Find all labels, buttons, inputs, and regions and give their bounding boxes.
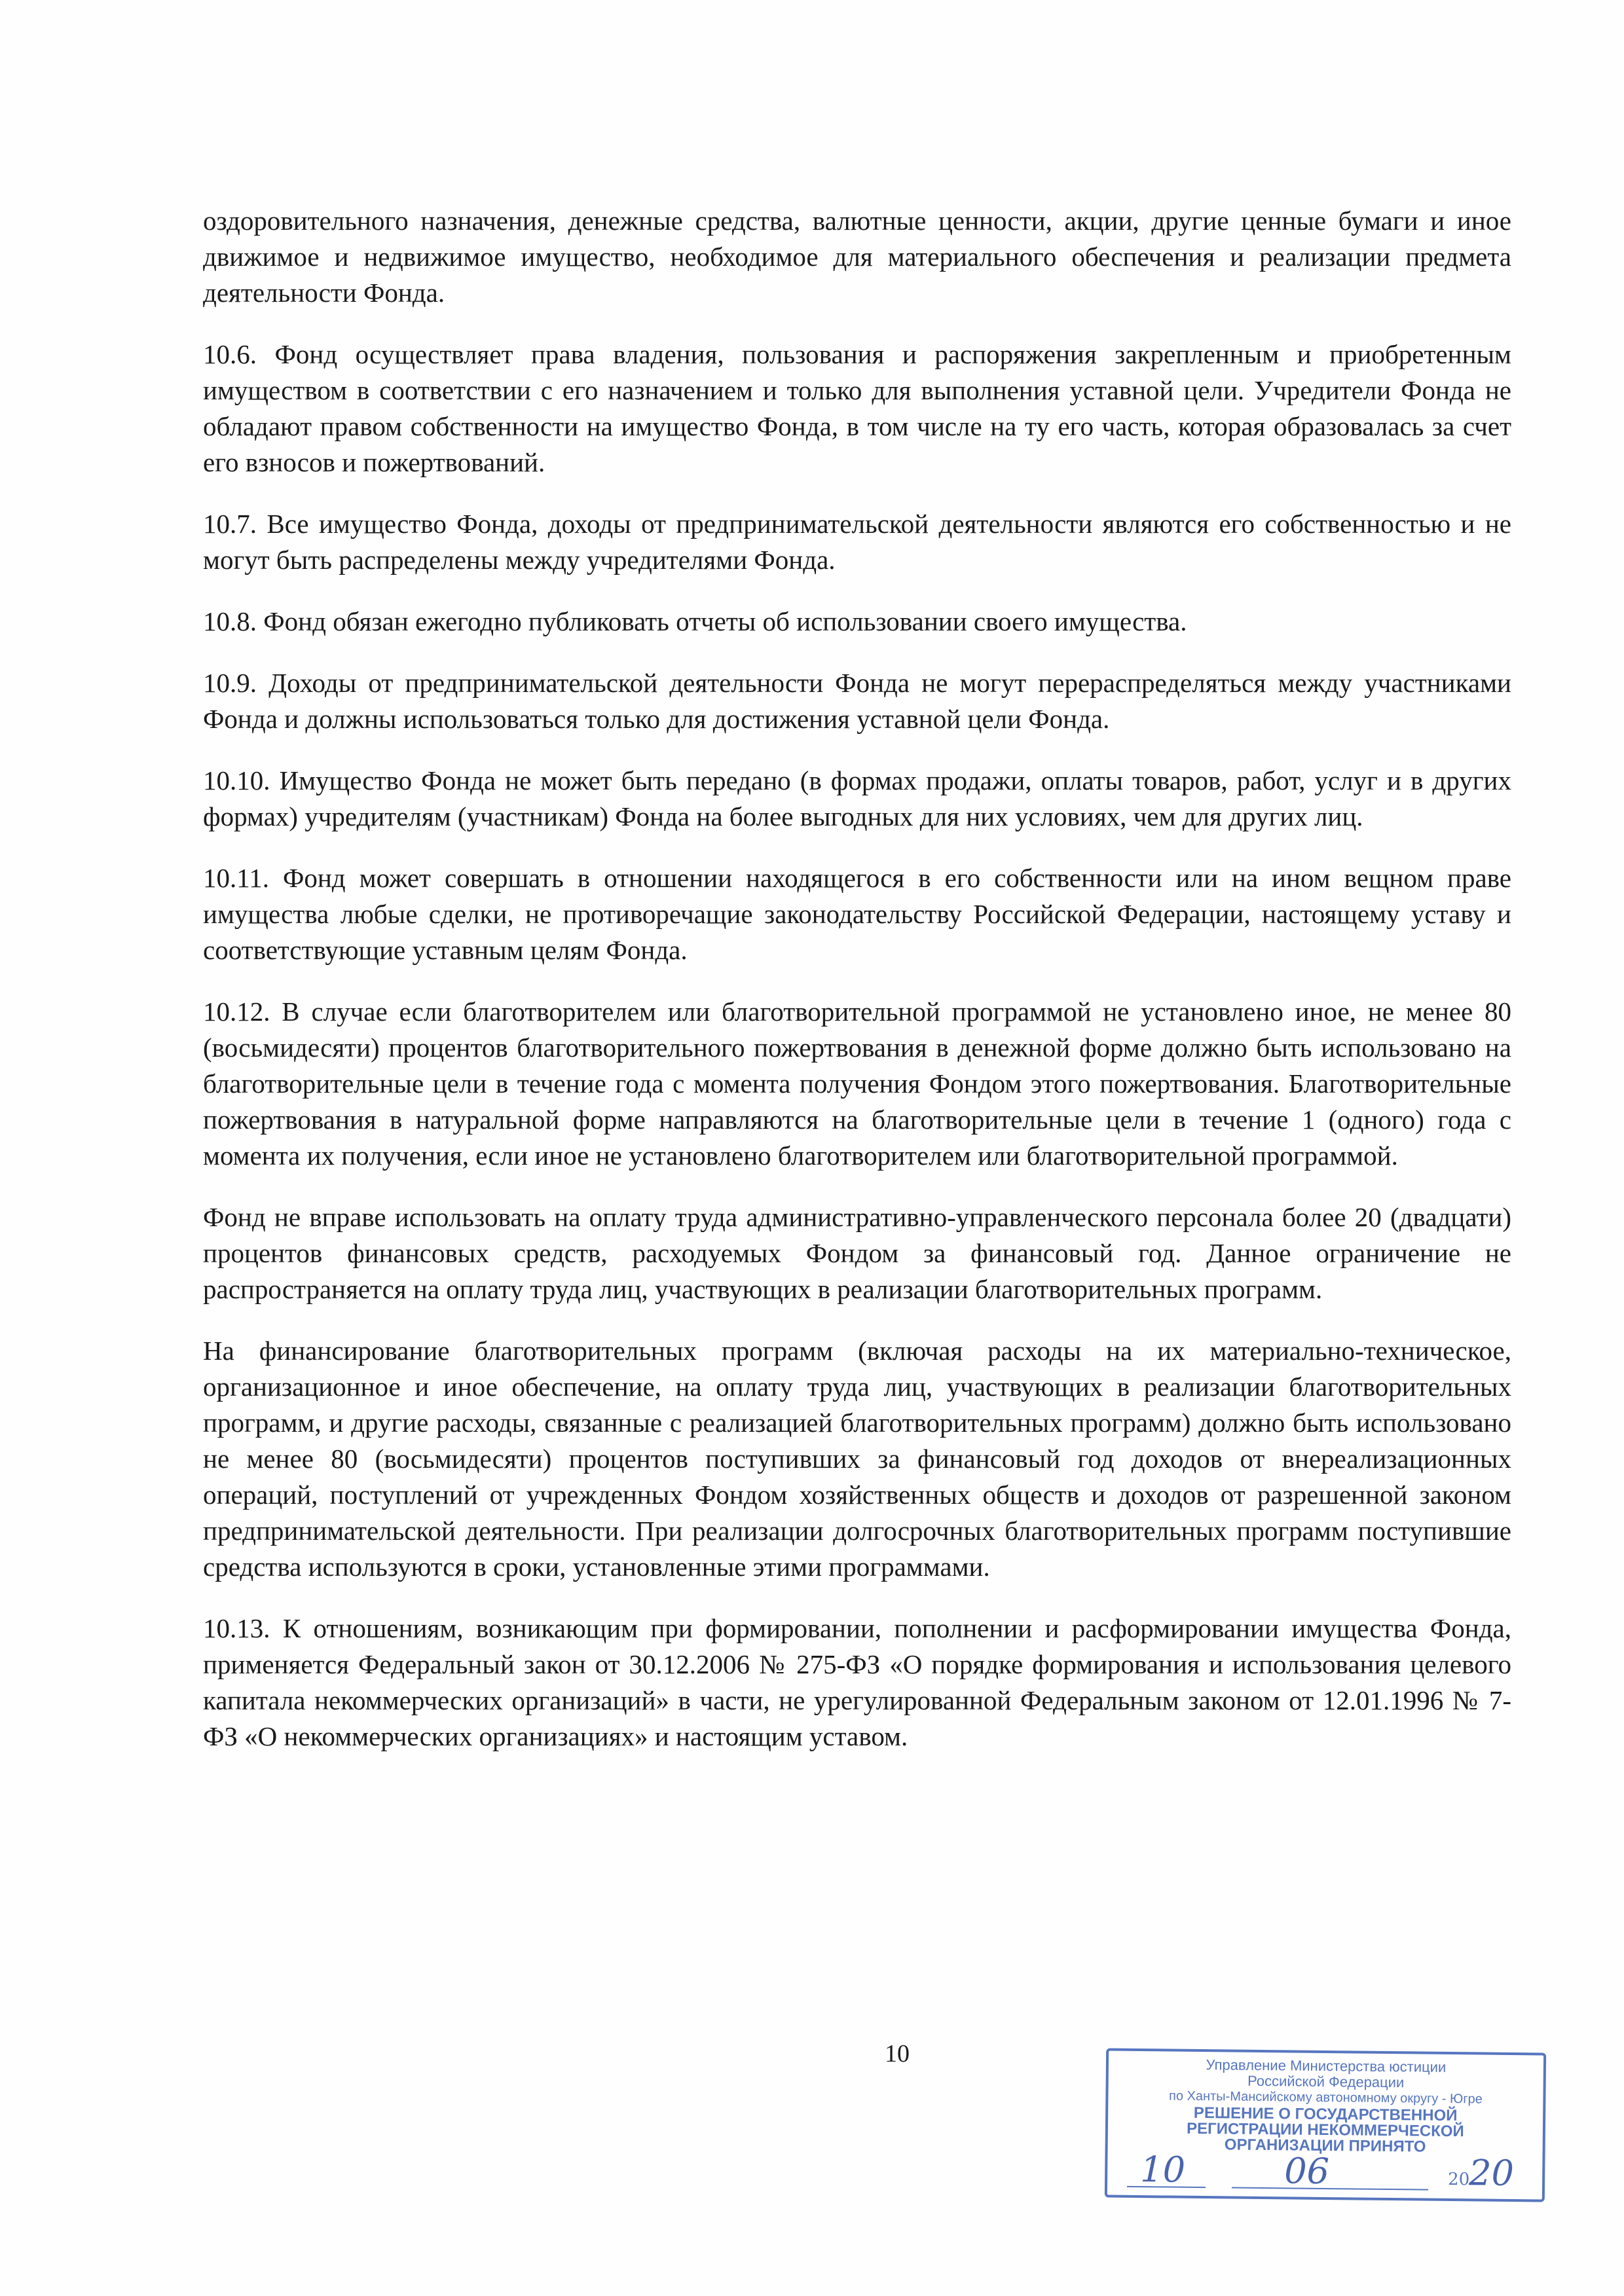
stamp-date bbox=[1120, 2149, 1534, 2198]
paragraph-admin-salary-limit: Фонд не вправе использовать на оплату труда административно-управленческого персонала более 20 (двадцати) процентов финансовых средств, расходуемых Фондом за финансовый год. Данное ограничение не распространяется на оплату труда лиц, участвующих в реализации благотворительных программ. bbox=[203, 1202, 1511, 1304]
paragraph-10-9: 10.9. Доходы от предпринимательской деятельности Фонда не могут перераспределяться между участниками Фонда и должны использоваться только для достижения уставной цели Фонда. bbox=[203, 668, 1511, 734]
document-body bbox=[203, 203, 1511, 1780]
stamp-month-blank bbox=[1232, 2187, 1428, 2191]
paragraph-10-11: 10.11. Фонд может совершать в отношении находящегося в его собственности или на ином вещном праве имущества любые сделки, не противоречащие законодательству Российской Федерации, настоящему уставу и соответствующие уставным целям Фонда. bbox=[203, 863, 1511, 965]
stamp-day-handwritten: 10 bbox=[1139, 2149, 1186, 2191]
paragraph-10-7: 10.7. Все имущество Фонда, доходы от предпринимательской деятельности являются его собственностью и не могут быть распределены между учредителями Фонда. bbox=[203, 509, 1511, 575]
paragraph-10-8: 10.8. Фонд обязан ежегодно публиковать отчеты об использовании своего имущества. bbox=[203, 606, 1187, 636]
stamp-year-prefix: 20 bbox=[1447, 2169, 1470, 2190]
paragraph-program-financing: На финансирование благотворительных программ (включая расходы на их материально-техническое, организационное и иное обеспечение, на оплату труда лиц, участвующих в реализации благотворительных программ, и другие расходы, связанные с реализацией благотворительных программ) должно быть использовано не менее 80 (восьмидесяти) процентов поступивших за финансовый год доходов от внереализационных операций, поступлений от учрежденных Фондом хозяйственных обществ и доходов от разрешенной законом предпринимательской деятельности. При реализации долгосрочных благотворительных программ поступившие средства используются в сроки, установленные этими программами. bbox=[203, 1336, 1511, 1582]
stamp-region-line: по Ханты-Мансийскому автономному округу - Югре bbox=[1168, 2088, 1483, 2107]
stamp-year-handwritten: 20 bbox=[1468, 2152, 1515, 2195]
page-number: 10 bbox=[885, 2040, 910, 2068]
paragraph-10-12: 10.12. В случае если благотворителем или благотворительной программой не установлено иное, не менее 80 (восьмидесяти) процентов благотворительного пожертвования в денежной форме должно быть использовано на благотворительные цели в течение года с момента получения Фондом этого пожертвования. Благотворительные пожертвования в натуральной форме направляются на благотворительные цели в течение 1 (одного) года с момента их получения, если иное не установлено благотворителем или благотворительной программой. bbox=[203, 996, 1511, 1171]
stamp-authority-line: Управление Министерства юстиции bbox=[1206, 2056, 1447, 2075]
stamp-decision-line: ОРГАНИЗАЦИИ ПРИНЯТО bbox=[1224, 2136, 1426, 2156]
registration-stamp bbox=[1105, 2048, 1546, 2202]
stamp-decision-line: РЕГИСТРАЦИИ НЕКОММЕРЧЕСКОЙ bbox=[1186, 2119, 1464, 2141]
stamp-month-handwritten: 06 bbox=[1283, 2150, 1330, 2193]
stamp-decision-line: РЕШЕНИЕ О ГОСУДАРСТВЕННОЙ bbox=[1193, 2104, 1458, 2125]
paragraph-10-10: 10.10. Имущество Фонда не может быть передано (в формах продажи, оплаты товаров, работ, услуг и в других формах) учредителям (участникам) Фонда на более выгодных для них условиях, чем для других лиц. bbox=[203, 765, 1511, 831]
paragraph-10-6: 10.6. Фонд осуществляет права владения, пользования и распоряжения закрепленным и приобретенным имуществом в соответствии с его назначением и только для выполнения уставной цели. Учредители Фонда не обладают правом собственности на имущество Фонда, в том числе на ту его часть, которая образовалась за счет его взносов и пожертвований. bbox=[203, 339, 1511, 477]
paragraph-intro: оздоровительного назначения, денежные средства, валютные ценности, акции, другие ценные бумаги и иное движимое и недвижимое имущество, необходимое для материального обеспечения и реализации предмета деятельности Фонда. bbox=[203, 206, 1511, 308]
stamp-authority-line: Российской Федерации bbox=[1247, 2072, 1405, 2091]
paragraph-10-13: 10.13. К отношениям, возникающим при формировании, пополнении и расформировании имущества Фонда, применяется Федеральный закон от 30.12.2006 № 275-ФЗ «О порядке формирования и использования целевого капитала некоммерческих организаций» в части, не урегулированной Федеральным законом от 12.01.1996 № 7-ФЗ «О некоммерческих организациях» и настоящим уставом. bbox=[203, 1613, 1511, 1751]
